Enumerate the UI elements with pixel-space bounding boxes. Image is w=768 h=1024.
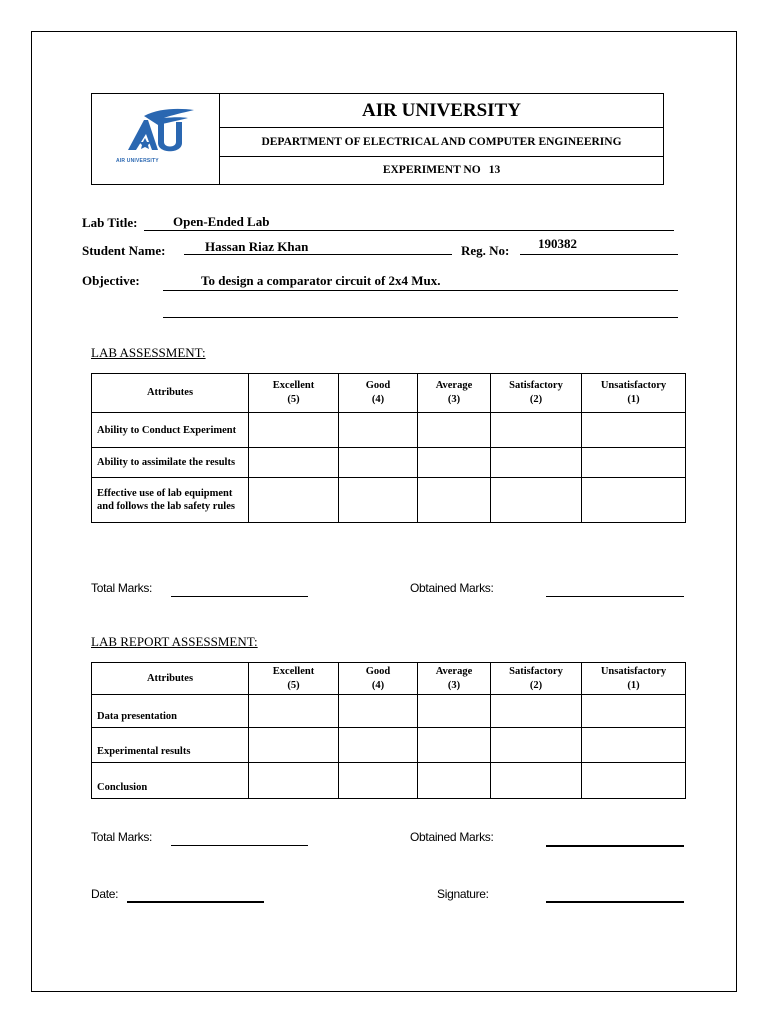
score-cell[interactable] bbox=[339, 413, 418, 448]
score-cell[interactable] bbox=[339, 448, 418, 478]
col-attributes: Attributes bbox=[92, 663, 249, 695]
total-marks-field[interactable] bbox=[171, 596, 308, 597]
score-cell[interactable] bbox=[418, 448, 491, 478]
score-cell[interactable] bbox=[491, 695, 582, 728]
score-cell[interactable] bbox=[249, 763, 339, 799]
score-cell[interactable] bbox=[249, 478, 339, 523]
table-header-row bbox=[92, 374, 686, 413]
col-average: Average (3) bbox=[418, 663, 491, 695]
table-row bbox=[92, 478, 686, 523]
university-name: AIR UNIVERSITY bbox=[220, 94, 663, 128]
score-cell[interactable] bbox=[339, 478, 418, 523]
experiment-label: EXPERIMENT NO bbox=[382, 164, 481, 176]
col-good: Good (4) bbox=[339, 374, 418, 413]
report-obtained-marks-field[interactable] bbox=[546, 845, 684, 847]
objective-underline-1 bbox=[163, 290, 678, 291]
table-header-row bbox=[92, 663, 686, 695]
col-satisfactory: Satisfactory (2) bbox=[491, 663, 582, 695]
report-total-marks-field[interactable] bbox=[171, 845, 308, 846]
col-good: Good (4) bbox=[339, 663, 418, 695]
score-cell[interactable] bbox=[339, 763, 418, 799]
logo-cell bbox=[92, 94, 220, 184]
lab-report-assessment-title: LAB REPORT ASSESSMENT: bbox=[91, 634, 258, 649]
signature-field[interactable] bbox=[546, 901, 684, 903]
experiment-row bbox=[220, 157, 663, 184]
lab-title-underline bbox=[144, 230, 674, 231]
date-field[interactable] bbox=[127, 901, 264, 903]
department-name: DEPARTMENT OF ELECTRICAL AND COMPUTER ENGINEERING bbox=[220, 128, 663, 157]
lab-assessment-table bbox=[91, 373, 686, 523]
table-row bbox=[92, 448, 686, 478]
lab-report-assessment-table bbox=[91, 662, 686, 799]
col-excellent: Excellent (5) bbox=[249, 374, 339, 413]
student-name-underline bbox=[184, 254, 452, 255]
col-excellent: Excellent (5) bbox=[249, 663, 339, 695]
col-attributes: Attributes bbox=[92, 374, 249, 413]
score-cell[interactable] bbox=[582, 728, 686, 763]
header-box bbox=[91, 93, 664, 185]
score-cell[interactable] bbox=[582, 695, 686, 728]
row-label: Conclusion bbox=[92, 763, 249, 799]
logo-text: AIR UNIVERSITY bbox=[116, 158, 159, 164]
reg-no-value[interactable]: 190382 bbox=[538, 236, 577, 251]
col-unsatisfactory: Unsatisfactory (1) bbox=[582, 663, 686, 695]
score-cell[interactable] bbox=[418, 413, 491, 448]
score-cell[interactable] bbox=[339, 728, 418, 763]
score-cell[interactable] bbox=[418, 728, 491, 763]
score-cell[interactable] bbox=[491, 413, 582, 448]
score-cell[interactable] bbox=[582, 448, 686, 478]
row-label: Effective use of lab equipment and follows the lab safety rules bbox=[92, 478, 249, 523]
row-label: Experimental results bbox=[92, 728, 249, 763]
air-university-logo-icon bbox=[114, 106, 200, 158]
score-cell[interactable] bbox=[249, 728, 339, 763]
score-cell[interactable] bbox=[418, 695, 491, 728]
reg-no-underline bbox=[520, 254, 678, 255]
score-cell[interactable] bbox=[418, 763, 491, 799]
lab-title-value[interactable]: Open-Ended Lab bbox=[173, 214, 270, 229]
score-cell[interactable] bbox=[491, 728, 582, 763]
table-row bbox=[92, 763, 686, 799]
score-cell[interactable] bbox=[249, 413, 339, 448]
row-label: Ability to Conduct Experiment bbox=[92, 413, 249, 448]
score-cell[interactable] bbox=[582, 763, 686, 799]
score-cell[interactable] bbox=[249, 695, 339, 728]
score-cell[interactable] bbox=[418, 478, 491, 523]
objective-underline-2 bbox=[163, 317, 678, 318]
col-unsatisfactory: Unsatisfactory (1) bbox=[582, 374, 686, 413]
report-obtained-marks-label: Obtained Marks: bbox=[410, 830, 494, 844]
score-cell[interactable] bbox=[491, 448, 582, 478]
score-cell[interactable] bbox=[582, 478, 686, 523]
experiment-number: 13 bbox=[488, 164, 501, 176]
score-cell[interactable] bbox=[491, 763, 582, 799]
lab-title-label: Lab Title: bbox=[82, 215, 138, 230]
score-cell[interactable] bbox=[249, 448, 339, 478]
objective-value[interactable]: To design a comparator circuit of 2x4 Mux. bbox=[201, 273, 441, 288]
signature-label: Signature: bbox=[437, 887, 489, 901]
report-total-marks-label: Total Marks: bbox=[91, 830, 153, 844]
row-label: Data presentation bbox=[92, 695, 249, 728]
row-label: Ability to assimilate the results bbox=[92, 448, 249, 478]
student-name-label: Student Name: bbox=[82, 243, 166, 258]
col-average: Average (3) bbox=[418, 374, 491, 413]
col-satisfactory: Satisfactory (2) bbox=[491, 374, 582, 413]
score-cell[interactable] bbox=[491, 478, 582, 523]
date-label: Date: bbox=[91, 887, 119, 901]
table-row bbox=[92, 413, 686, 448]
total-marks-label: Total Marks: bbox=[91, 581, 153, 595]
lab-assessment-title: LAB ASSESSMENT: bbox=[91, 345, 206, 360]
objective-label: Objective: bbox=[82, 273, 140, 288]
table-row bbox=[92, 695, 686, 728]
obtained-marks-field[interactable] bbox=[546, 596, 684, 597]
obtained-marks-label: Obtained Marks: bbox=[410, 581, 494, 595]
table-row bbox=[92, 728, 686, 763]
score-cell[interactable] bbox=[339, 695, 418, 728]
score-cell[interactable] bbox=[582, 413, 686, 448]
reg-no-label: Reg. No: bbox=[461, 243, 510, 258]
student-name-value[interactable]: Hassan Riaz Khan bbox=[205, 239, 309, 254]
